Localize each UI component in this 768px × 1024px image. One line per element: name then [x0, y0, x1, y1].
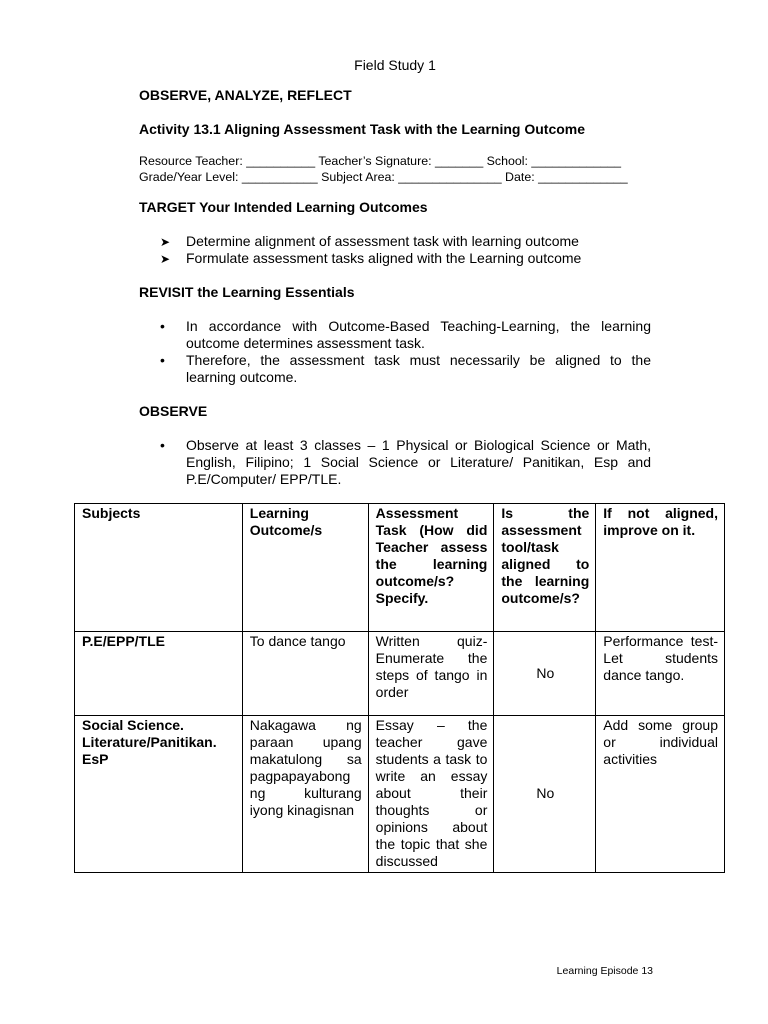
list-item: • In accordance with Outcome-Based Teaching-Learning, the learning outcome determines assessment task.	[160, 318, 651, 351]
activity-title: Activity 13.1 Aligning Assessment Task with the Learning Outcome	[139, 121, 586, 137]
page-footer: Learning Episode 13	[556, 965, 653, 977]
table-row	[75, 632, 725, 716]
observe-list	[160, 437, 651, 488]
bullet-icon: •	[160, 318, 165, 334]
cell-aligned: No	[494, 632, 596, 716]
info-fields	[139, 153, 628, 185]
arrow-bullet-icon: ➤	[160, 252, 171, 266]
cell-outcome: Nakagawa ng paraan upang makatulong sa pagpapayabong ng kulturang iyong kinagisnan	[242, 716, 368, 873]
target-list	[160, 233, 651, 267]
cell-outcome: To dance tango	[242, 632, 368, 716]
cell-aligned: No	[494, 716, 596, 873]
main-heading: OBSERVE, ANALYZE, REFLECT	[139, 87, 352, 103]
cell-subject: P.E/EPP/TLE	[75, 632, 243, 716]
cell-improve: Performance test-Let students dance tango.	[596, 632, 725, 716]
info-line: Grade/Year Level: ___________ Subject Area: _______________ Date: _____________	[139, 170, 628, 184]
col-header-subjects: Subjects	[75, 504, 243, 632]
cell-improve: Add some group or individual activities	[596, 716, 725, 873]
info-line: Resource Teacher: __________ Teacher’s Signature: _______ School: _____________	[139, 154, 622, 168]
list-item: ➤ Determine alignment of assessment task with learning outcome	[160, 233, 579, 249]
col-header-aligned: Is the assessment tool/task aligned to the learning outcome/s?	[494, 504, 596, 632]
bullet-icon: •	[160, 437, 165, 453]
cell-task: Written quiz-Enumerate the steps of tango in order	[368, 632, 494, 716]
list-item: • Observe at least 3 classes – 1 Physical or Biological Science or Math, English, Filipino; 1 Social Science or Literature/ Panitikan, Esp and P.E/Computer/ EPP/TLE.	[160, 437, 651, 487]
col-header-learning-outcome: Learning Outcome/s	[242, 504, 368, 632]
observe-heading: OBSERVE	[139, 403, 208, 419]
alignment-table	[74, 503, 725, 873]
table-row	[75, 716, 725, 873]
target-heading: TARGET Your Intended Learning Outcomes	[139, 199, 428, 215]
list-item: • Therefore, the assessment task must necessarily be aligned to the learning outcome.	[160, 352, 651, 385]
page-header: Field Study 1	[354, 57, 436, 73]
col-header-improve: If not aligned, improve on it.	[596, 504, 725, 632]
bullet-icon: •	[160, 352, 165, 368]
revisit-list	[160, 318, 651, 386]
arrow-bullet-icon: ➤	[160, 235, 171, 249]
cell-task: Essay – the teacher gave students a task to write an essay about their thoughts or opinions about the topic that she discussed	[368, 716, 494, 873]
table-header-row	[75, 504, 725, 632]
cell-subject: Social Science. Literature/Panitikan. EsP	[75, 716, 243, 873]
revisit-heading: REVISIT the Learning Essentials	[139, 284, 355, 300]
list-item: ➤ Formulate assessment tasks aligned with the Learning outcome	[160, 250, 582, 266]
col-header-assessment-task: Assessment Task (How did Teacher assess the learning outcome/s? Specify.	[368, 504, 494, 632]
